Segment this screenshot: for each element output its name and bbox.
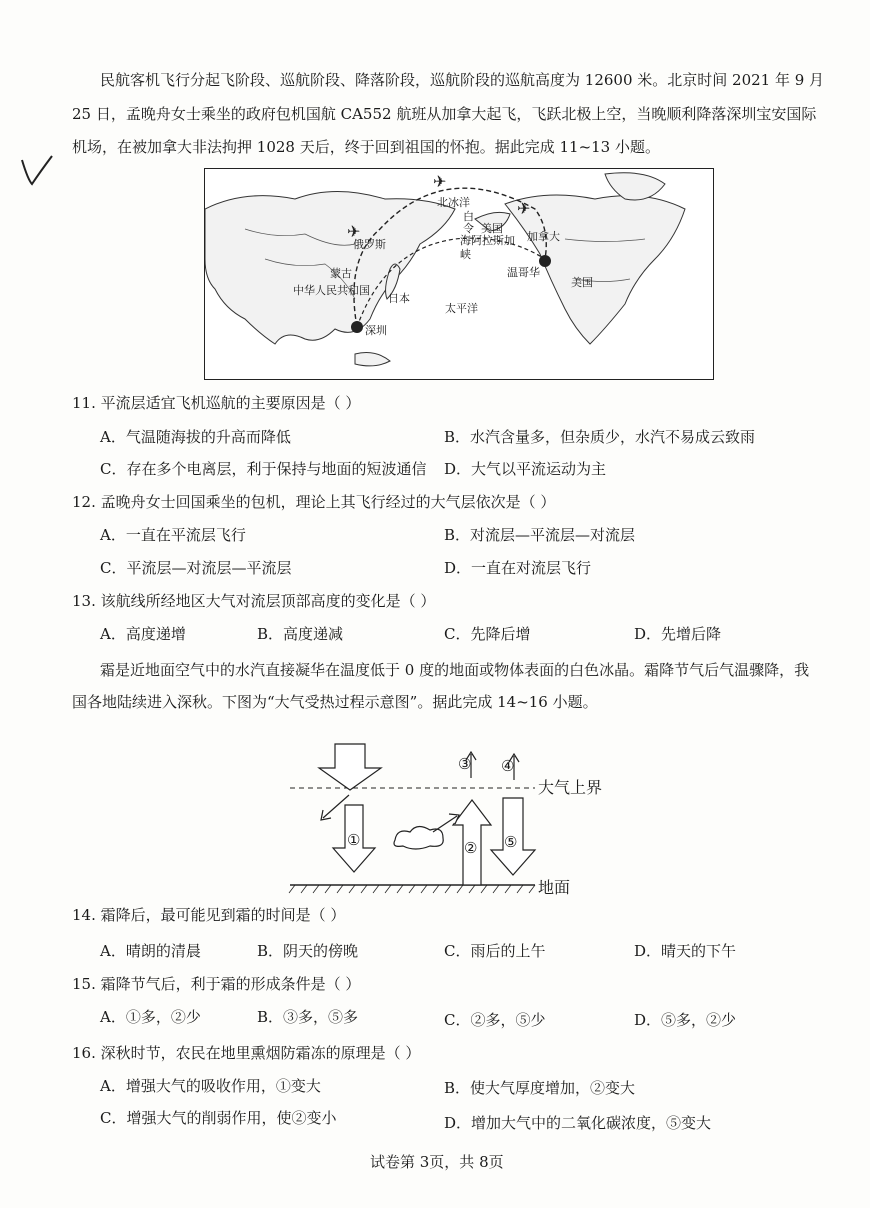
q13-stem: 13. 该航线所经地区大气对流层顶部高度的变化是（ ）	[72, 592, 436, 610]
q14-stem: 14. 霜降后，最可能见到霜的时间是（ ）	[72, 906, 346, 924]
q11-option-d: D．大气以平流运动为主	[444, 460, 607, 478]
passage2-line1: 霜是近地面空气中的水汽直接凝华在温度低于 0 度的地面或物体表面的白色冰晶。霜降节气后气温骤降，我	[100, 661, 810, 679]
diagram-label-1: ①	[347, 831, 361, 849]
q15-option-a: A．①多，②少	[100, 1008, 201, 1026]
q16-option-c: C．增强大气的削弱作用，使②变小	[100, 1109, 337, 1127]
q16-stem: 16. 深秋时节，农民在地里熏烟防霜冻的原理是（ ）	[72, 1044, 421, 1062]
passage1-line2: 25 日，孟晚舟女士乘坐的政府包机国航 CA552 航班从加拿大起飞，飞跃北极上空，当晚顺利降落深圳宝安国际	[72, 105, 817, 123]
map-label-ling: 令	[463, 222, 474, 235]
page-footer: 试卷第 3页，共 8页	[370, 1153, 504, 1171]
diagram-label-2: ②	[464, 839, 478, 857]
flight-route-map	[204, 168, 714, 380]
q14-option-b: B．阴天的傍晚	[257, 942, 359, 960]
q15-option-c: C．②多，⑤少	[444, 1011, 546, 1029]
q13-option-a: A．高度递增	[100, 625, 186, 643]
diagram-label-ground: 地面	[538, 878, 571, 897]
diagram-label-5: ⑤	[504, 833, 518, 851]
map-label-bai: 白	[463, 210, 474, 223]
svg-text:✈: ✈	[347, 222, 361, 241]
svg-text:✈: ✈	[517, 199, 531, 218]
map-label-mongolia: 蒙古	[330, 267, 352, 280]
q16-option-d: D．增加大气中的二氧化碳浓度，⑤变大	[444, 1114, 712, 1132]
map-label-vancouver: 温哥华	[507, 266, 540, 279]
q16-option-b: B．使大气厚度增加，②变大	[444, 1079, 636, 1097]
q12-stem: 12. 孟晚舟女士回国乘坐的包机，理论上其飞行经过的大气层依次是（ ）	[72, 493, 556, 511]
q12-option-c: C．平流层—对流层—平流层	[100, 559, 292, 577]
q15-option-b: B．③多，⑤多	[257, 1008, 359, 1026]
q15-option-d: D．⑤多，②少	[634, 1011, 737, 1029]
map-label-canada: 加拿大	[527, 230, 560, 243]
svg-text:✈: ✈	[433, 172, 447, 191]
q12-option-b: B．对流层—平流层—对流层	[444, 526, 636, 544]
q12-option-a: A．一直在平流层飞行	[100, 526, 246, 544]
handwritten-check-mark	[18, 152, 58, 192]
q11-option-a: A．气温随海拔的升高而降低	[100, 428, 291, 446]
map-label-usa-top: 美国	[481, 222, 503, 235]
q13-option-b: B．高度递减	[257, 625, 344, 643]
q11-option-b: B．水汽含量多，但杂质少，水汽不易成云致雨	[444, 428, 756, 446]
q11-option-c: C．存在多个电离层，利于保持与地面的短波通信	[100, 460, 427, 478]
atmosphere-heating-diagram	[285, 740, 625, 900]
q14-option-a: A．晴朗的清晨	[100, 942, 201, 960]
map-label-usa: 美国	[571, 276, 593, 289]
q14-option-c: C．雨后的上午	[444, 942, 546, 960]
passage1-line3: 机场，在被加拿大非法拘押 1028 天后，终于回到祖国的怀抱。据此完成 11~13 小题。	[72, 138, 660, 156]
map-label-arctic: 北冰洋	[437, 196, 470, 209]
passage2-line2: 国各地陆续进入深秋。下图为“大气受热过程示意图”。据此完成 14~16 小题。	[72, 693, 598, 711]
map-label-china: 中华人民共和国	[293, 284, 370, 297]
map-label-pacific: 太平洋	[445, 302, 478, 315]
map-label-xia: 峡	[460, 248, 471, 261]
q14-option-d: D．晴天的下午	[634, 942, 737, 960]
q12-option-d: D．一直在对流层飞行	[444, 559, 592, 577]
diagram-label-3: ③	[458, 755, 472, 773]
q13-option-d: D．先增后降	[634, 625, 722, 643]
map-label-japan: 日本	[388, 292, 410, 305]
q15-stem: 15. 霜降节气后，利于霜的形成条件是（ ）	[72, 975, 361, 993]
map-label-shenzhen: 深圳	[365, 324, 387, 337]
diagram-label-4: ④	[501, 757, 515, 775]
diagram-label-atmosphere-top: 大气上界	[538, 778, 603, 797]
q11-stem: 11. 平流层适宜飞机巡航的主要原因是（ ）	[72, 394, 361, 412]
passage1-line1: 民航客机飞行分起飞阶段、巡航阶段、降落阶段，巡航阶段的巡航高度为 12600 米。北京时间 2021 年 9 月	[100, 71, 825, 89]
map-label-strait: 海阿拉斯加	[460, 234, 515, 247]
q16-option-a: A．增强大气的吸收作用，①变大	[100, 1077, 321, 1095]
q13-option-c: C．先降后增	[444, 625, 531, 643]
map-label-russia: 俄罗斯	[353, 238, 386, 251]
